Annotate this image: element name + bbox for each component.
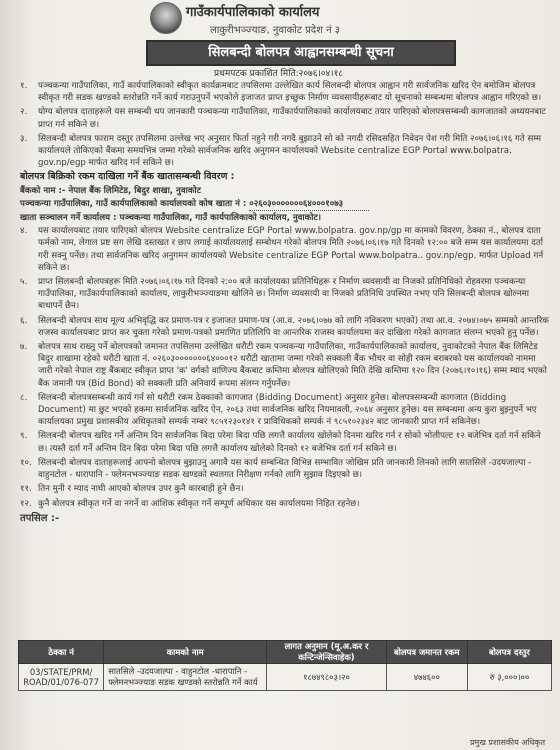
operating-office-label: खाता सञ्चालन गर्ने कार्यालय : <box>20 213 117 224</box>
paragraph-number: १. <box>20 81 28 91</box>
cell-contract-no: 03/STATE/PRM/ ROAD/01/076-077 <box>19 664 104 691</box>
cell-work-name: सातसिले -उदयजाल्पा - वाहुनटोल -धारापानि - फ्लेमनभञ्ज्याङ सडक खण्डको स्तरोन्नति गर्ने कार्य <box>104 664 267 691</box>
paragraph <box>20 392 552 429</box>
paragraph-text: कुनै बोलपत्र स्वीकृत गर्ने वा नगर्ने वा आंशिक स्वीकृत गर्ने सम्पूर्ण अधिकार यस कार्यालयमा निहित रहनेछ। <box>38 498 360 509</box>
paragraph-text: योग्य बोलपत्र दाताहरूले यस सम्बन्धी थप जानकारी पञ्चकन्या गाउँपालिका, गाउँकार्यपालिकाको कार्यालयबाट तयार पारिएको बोलपत्रसम्बन्धी कागजातको अध्ययनबाट प्राप्त गर्न सकिने छ। <box>38 107 546 130</box>
paragraph-number: ११. <box>20 484 32 495</box>
paragraph-text: सिलबन्दी बोलपत्र खरिद गर्ने अन्तिम दिन सार्वजनिक बिदा परेमा बिदा पछि लगत्तै कार्यालय खोलेको दिनमा खरिद गर्न र सोको भोलीपल्ट १२ बजेभित्र दर्ता गर्न सकिने छ। त्यस्तै दर्ता गर्ने अन्तिम दिन बिदा परेमा बिदा पछि लगत्तै कार्यालय खोलेको दिनको १२ बजेभित्र दर्ता गर्न सकिने छ। <box>38 431 541 454</box>
government-emblem-icon <box>150 2 182 34</box>
notice-title: सिलबन्दी बोलपत्र आह्वानसम्बन्धी सूचना <box>146 40 456 66</box>
paragraph <box>20 276 552 313</box>
cell-bid-security: ४७४६०० <box>386 664 467 691</box>
header-bid-security: बोलपत्र जमानत रकम <box>386 641 467 664</box>
bid-details-table <box>18 640 552 691</box>
table-header-row <box>19 641 552 664</box>
details-label: तपसिल :- <box>20 512 60 524</box>
paragraph <box>20 225 552 274</box>
paragraph-text: यस कार्यालयबाट तयार पारिएको बोलपत्र Website centralize EGP Portal www.bolpatra. gov.np/gp मा कामको विवरण, ठेक्का नं., बोलपत्र दाता फर्मको नाम, लेगाल प्रष्ट सग लेखि दस्तखत र छाप लगाई कार्यालयलाई सम्बोधन गरेको बोलपत्र मिति २०७६।०६।१७ गते दिनको १२:०० बजे सम्म यस कार्यालयमा दर्ता गरी सक्नु पर्नेछ। तथा सार्वजनिक खरिद अनुगमन कार्यालयको Website centralize EGP Portal www.bolpatra.. gov.np/egp. मार्फत Upload गर्न सकिने छ। <box>38 226 544 273</box>
header-work-name: कामको नाम <box>104 641 267 664</box>
paragraph-number: ८. <box>20 392 28 403</box>
header-contract-no: ठेक्का नं <box>19 641 104 664</box>
paragraph-number: ४. <box>20 226 28 237</box>
paragraph-text: सिलबन्दी बोलपत्र दाताहरूलाई आफ्नो बोलपत्र बुझाउनु अगावै यस कार्य सम्बन्धित विभिन्न सम्भावित जोखिम प्रति जानकारी लिनको लागि सातसिले -उदयजाल्पा - वाहुनटोल - धारापानि - फ्लेमनभञ्ज्याङ सडक खण्डको स्थलगत निरीक्षण गर्नको लागि सुझाव दिइएको छ। <box>38 457 532 481</box>
bank-name-value: नेपाल बैंक लिमिटेड, बिदुर शाखा, नुवाकोट <box>68 185 201 196</box>
bank-name-line <box>20 185 552 197</box>
cell-bid-fee: रु ३,०००।०० <box>467 664 551 691</box>
cell-cost-estimate: १८७४९८०३।२० <box>267 664 387 691</box>
paragraph-text: पञ्चकन्या गाउँपालिका, गाउँ कार्यपालिकाको स्वीकृत कार्यक्रमबाट तपसिलमा उल्लेखित कार्य सिलबन्दी बोलपत्र आह्वान गरी सार्वजनिक खरिद ऐन बमोजिम बोलपत्र स्वीकृत गरी सडक खण्डको स्तरोन्नति गर्ने कार्य गराउनुपर्ने भएकोले इजाजत प्राप्त इच्छुक निर्माण व्यवसायीहरूबाट यो सूचनाको सम्बन्धमा बोलपत्र आह्वान गरिएको छ। <box>38 81 542 104</box>
paragraph-number: ७. <box>20 342 28 353</box>
paragraph-text: बोलपत्र साथ राख्नु पर्ने बोलपत्रको जमानत तपसिलमा उल्लेखित धरौटी रकम पञ्चकन्या गाउँपालिका, गाउँकार्यपालिकाको कार्यालय, नुवाकोटको नेपाल बैंक लिमिटेड बिदुर शाखामा रहेको धरौटी खाता नं. ०२६०३०००००००६४०००१२ धरौटी खातामा जम्मा गरेको सक्कली बैंक भौचर वा सोही रकम बराबरको यस कार्यालयको नाममा जारी गरेको नेपाल राष्ट्र बैंकबाट स्वीकृत प्राप्त 'क' वर्गको वाणिज्य बैंकबाट कम्तिमा बोलपत्र खोलिएको मिति देखि कम्तिमा १२० दिन (२०७६।१०।१६) सम्म म्याद भएको बैंक जमानी पत्र (Bid Bond) को सक्कली प्रति अनिवार्य रूपमा संलग्न गर्नुपर्नेछ। <box>38 342 547 389</box>
paragraph <box>20 483 552 495</box>
office-address: लाकुरीभञ्ज्याङ, नुवाकोट प्रदेश नं ३ <box>210 25 340 36</box>
paragraph-text: सिलबन्दी बोलपत्र साथ मूल्य अभिवृद्धि कर प्रमाण-पत्र र इजाजत प्रमाण-पत्र (आ.व. २०७६।०७७ को लागि नविकरण भएको) तथा आ.व. २०७४।०७५ सम्मको आन्तरिक राजस्व कार्यालयबाट प्राप्त कर चुक्ता गरेको प्रमाण-पत्रको प्रमाणित प्रतिलिपि वा आन्तरिक राजस्व कार्यालयमा कर दाखिला गरेको कागजात संलग्न भएको हुनु पर्नेछ। <box>38 315 549 338</box>
paragraph-number: १२. <box>20 498 32 509</box>
paragraph <box>20 106 552 130</box>
signer-title: प्रमुख प्रशासकीय अधिकृत <box>470 738 546 747</box>
paragraph-number: २. <box>20 107 28 118</box>
paragraph-text: प्राप्त सिलबन्दी बोलपत्रहरू मिति २०७६।०६।१७ गते दिनको २:०० बजे कार्यालयका प्रतिनिधिहरू र निर्माण व्यवसायी वा निजको प्रतिनिधिको रोहवरमा पञ्चकन्या गाउँपालिका, गाउँकार्यपालिकाको कार्यालय, लाकुरीभञ्ज्याङमा खोलिने छ। निर्माण व्यवसायी वा निजको प्रतिनिधि उपस्थित नभए पनि सिलबन्दी बोलपत्र खोल्नमा बाधापर्ने छैन। <box>38 277 530 312</box>
paragraph <box>20 430 552 454</box>
office-name: गाउँकार्यपालिकाको कार्यालय <box>186 5 320 20</box>
table-row <box>19 664 552 691</box>
operating-office-line <box>20 212 552 224</box>
account-line <box>20 198 552 211</box>
paragraph <box>20 315 552 339</box>
paragraph-number: १०. <box>20 457 32 468</box>
bank-section-heading: बोलपत्र बिक्रिको रकम दाखिला गर्ने बैंक खातासम्बन्धी विवरण : <box>20 171 235 183</box>
header-cost-estimate: लागत अनुमान (मू.अ.कर र कन्टिन्जेन्सिवाहेक) <box>267 641 387 664</box>
notice-header <box>0 0 560 44</box>
publication-date: प्रथमपटक प्रकाशित मिति:२०७६।०४।१८ <box>214 69 343 79</box>
bank-name-label: बैंकको नाम :- <box>20 185 66 196</box>
paragraph <box>20 80 552 104</box>
paragraph-text: सिलबन्दी बोलपत्र फाराम दस्तुर तपसिलमा उल्लेख भए अनुसार फिर्ता नहुने गरी नगदै बुझाउने सो को नगदी रसिदसहित निवेदन पेश गरी मिति २०७६।०६।१६ गते सम्म कार्यालयले तोकिएको बैंकमा समयभित्र जम्मा गरेको सार्वजनिक खरिद अनुगमन कार्यालयको Website centralize EGP Portal www.bolpatra. gov.np/egp मार्फत खरिद गर्न सकिने छ। <box>38 133 542 169</box>
paragraph-text: सिलबन्दी बोलपत्रसम्बन्धी कार्य गर्न सो धरौटी रकम ठेक्काको कागजात (Bidding Document) अनुसार हुनेछ। बोलपत्रसम्बन्धी कागजात (Bidding Document) मा छुट भएको हकमा सार्वजनिक खरिद ऐन, २०६३ तथा सार्वजनिक खरिद नियमावली, २०६४ अनुसार हुनेछ। यस सम्बन्धमा अन्य कुरा बुझ्नुपर्ने भए कार्यालयका प्रमुख प्रशासकीय अधिकृतको सम्पर्क नम्बर ९८५१२३०१४१ र प्राविधिकको सम्पर्क नं ९८५१०२३४२ बाट जानकारी प्राप्त गर्न सकिनेछ। <box>38 392 537 428</box>
paragraph-number: ५. <box>20 277 28 288</box>
paragraph-number: ९. <box>20 431 28 442</box>
notice-body <box>20 80 552 525</box>
paragraph-number: ३. <box>20 133 28 144</box>
paragraph <box>20 133 552 170</box>
paragraph <box>20 341 552 390</box>
paragraph-text: तिन मुनी र म्याद नाघी आएको बोलपत्र उपर कुनै कारबाही हुने छैन। <box>38 484 244 495</box>
operating-office-value: पञ्चकन्या गाउँपालिका, गाउँ कार्यपालिकाको कार्यालय, नुवाकोट। <box>119 213 322 224</box>
header-bid-fee: बोलपत्र दस्तुर <box>467 641 551 664</box>
account-number: ०२६०३०००००००६४०००१०७३ <box>249 198 369 211</box>
paragraph <box>20 457 552 481</box>
paragraph-number: ६. <box>20 315 28 326</box>
paragraph <box>20 498 552 510</box>
account-holder: पञ्चकन्या गाउँपालिका, गाउँ कार्यपालिकाको कार्यालयको कोष खाता नं : <box>20 198 247 209</box>
